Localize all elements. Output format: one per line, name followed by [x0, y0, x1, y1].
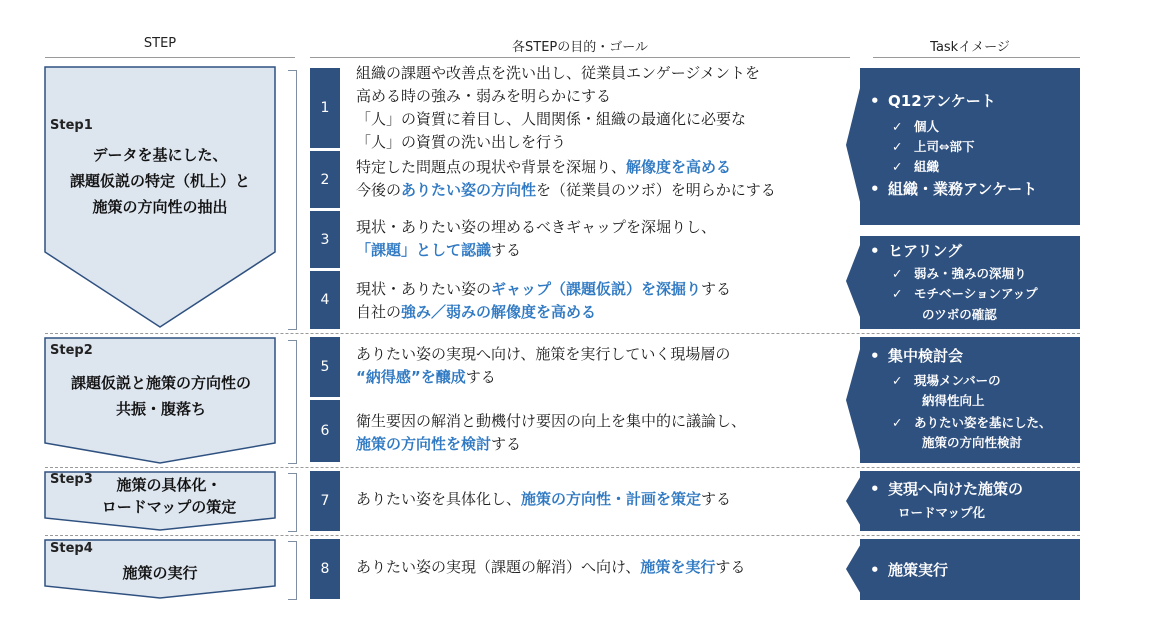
goal-segment: 衛生要因の解消と動機付け要因の向上を集中的に議論し、 [356, 412, 747, 430]
goal-segment: 今後の [356, 181, 402, 199]
task-subitem [892, 157, 939, 175]
goal-line [356, 366, 730, 389]
separator-step3-step4 [45, 535, 1080, 536]
goal-segment: 「人」の資質に着目し、人間関係・組織の最適化に必要な [356, 110, 747, 128]
goal-highlight: ありたい姿の方向性 [401, 181, 537, 199]
goal-text [356, 410, 746, 456]
goal-line [356, 488, 731, 511]
goal-segment: を（従業員のツボ）を明らかにする [536, 181, 776, 199]
goal-segment: ありたい姿を具体化し、 [356, 490, 522, 508]
step3-title [64, 474, 274, 518]
goal-text [356, 556, 745, 579]
step1-title-line: 課題仮説の特定（机上）と [69, 172, 250, 190]
task-item-label: 個人 [914, 119, 940, 134]
goal-segment: 現状・ありたい姿の [356, 280, 492, 298]
task-subitem [922, 305, 997, 323]
goal-line [356, 156, 776, 179]
task-item-label: 組織 [914, 159, 940, 174]
goal-highlight: 強み／弱みの解像度を高める [401, 303, 597, 321]
goal-line [356, 62, 760, 85]
task-subitem [898, 503, 985, 521]
step4-bracket [288, 541, 297, 600]
goal-segment: する [491, 241, 522, 259]
task-subitem [922, 391, 985, 409]
task-item [870, 240, 962, 261]
task-subitem [892, 284, 1038, 302]
goal-segment: 組織の課題や改善点を洗い出し、従業員エンゲージメントを [356, 64, 760, 82]
check-icon: ✓ [892, 415, 903, 430]
task-subitem [892, 371, 1001, 389]
check-icon: ✓ [892, 286, 903, 301]
goal-highlight: “納得感”を醸成 [356, 368, 466, 386]
step2-bracket [288, 340, 297, 464]
goal-segment: ありたい姿の実現へ向け、施策を実行していく現場層の [356, 345, 731, 363]
separator-step2-step3 [45, 467, 1080, 468]
check-icon: ✓ [892, 266, 903, 281]
bullet-icon: • [870, 242, 880, 260]
step3-title-line: ロードマップの策定 [101, 498, 237, 516]
task-item-label: 実現へ向けた施策の [888, 480, 1024, 498]
goal-number: 6 [310, 400, 340, 462]
header-goal-rule [310, 57, 850, 58]
bullet-icon: • [870, 92, 880, 110]
bullet-icon: • [870, 561, 880, 579]
goal-number: 2 [310, 151, 340, 208]
goal-line [356, 239, 716, 262]
goal-highlight: 施策の方向性・計画を策定 [521, 490, 702, 508]
goal-segment: する [465, 368, 496, 386]
task-item-label: 上司⇔部下 [914, 139, 975, 154]
task-item [870, 559, 948, 580]
goal-number: 1 [310, 68, 340, 148]
goal-text [356, 343, 730, 389]
separator-step1-step2 [45, 333, 1080, 334]
task-subitem [922, 433, 1022, 451]
goal-segment: する [701, 280, 732, 298]
goal-segment: する [491, 435, 522, 453]
step1-bracket [288, 70, 297, 330]
step3-bracket [288, 473, 297, 532]
step4-title [50, 560, 270, 586]
task-item-label: 集中検討会 [888, 347, 964, 365]
task-item-label: ロードマップ化 [898, 505, 986, 520]
task-box-1 [860, 68, 1080, 225]
task-box-3 [860, 337, 1080, 463]
goal-line [356, 85, 760, 108]
header-step-rule [45, 57, 295, 58]
task-item-label: ヒアリング [888, 242, 963, 260]
goal-segment: 現状・ありたい姿の埋めるべきギャップを深堀りし、 [356, 218, 717, 236]
task-item-label: 納得性向上 [922, 393, 985, 408]
task-item-label: モチベーションアップ [914, 286, 1038, 301]
task-item-label: 組織・業務アンケート [888, 180, 1038, 198]
task-item [870, 345, 963, 366]
task-box-5 [860, 539, 1080, 600]
task-item [870, 178, 1037, 199]
header-goal: 各STEPの目的・ゴール [512, 40, 648, 55]
goal-number: 3 [310, 211, 340, 268]
goal-segment: 特定した問題点の現状や背景を深堀り、 [356, 158, 627, 176]
goal-highlight: 「課題」として認識 [356, 241, 492, 259]
step1-title [50, 142, 270, 220]
goal-segment: する [701, 490, 732, 508]
goal-line [356, 278, 731, 301]
goal-number: 7 [310, 471, 340, 531]
step1-title-line: 施策の方向性の抽出 [92, 198, 228, 216]
goal-line [356, 131, 760, 154]
goal-number: 8 [310, 539, 340, 599]
step4-title-line: 施策の実行 [122, 564, 198, 582]
goal-text [356, 62, 760, 154]
task-item-label: 弱み・強みの深堀り [914, 266, 1027, 281]
task-item-label: 施策の方向性検討 [922, 435, 1023, 450]
goal-segment: 高める時の強み・弱みを明らかにする [356, 87, 612, 105]
task-subitem [892, 137, 974, 155]
step1-title-line: データを基にした、 [92, 146, 228, 164]
check-icon: ✓ [892, 119, 903, 134]
goal-highlight: ギャップ（課題仮説）を深掘り [491, 280, 702, 298]
goal-text [356, 216, 716, 262]
check-icon: ✓ [892, 139, 903, 154]
header-task-rule [873, 57, 1080, 58]
task-subitem [892, 413, 1052, 431]
goal-line [356, 433, 746, 456]
goal-line [356, 301, 731, 324]
goal-line [356, 556, 745, 579]
check-icon: ✓ [892, 159, 903, 174]
header-task: Taskイメージ [930, 40, 1010, 55]
goal-line [356, 343, 730, 366]
task-item-label: 現場メンバーの [914, 373, 1001, 388]
task-item [870, 90, 996, 111]
goal-segment: 自社の [356, 303, 402, 321]
goal-line [356, 108, 760, 131]
goal-segment: ありたい姿の実現（課題の解消）へ向け、 [356, 558, 641, 576]
goal-line [356, 179, 776, 202]
goal-line [356, 410, 746, 433]
task-box-4 [860, 471, 1080, 531]
step2-label: Step2 [50, 343, 93, 358]
step1-label: Step1 [50, 118, 93, 133]
task-box-2 [860, 236, 1080, 329]
goal-number: 5 [310, 337, 340, 397]
task-item-label: 施策実行 [888, 561, 949, 579]
step3-title-line: 施策の具体化・ [116, 476, 222, 494]
task-item-label: のツボの確認 [922, 307, 997, 322]
bullet-icon: • [870, 480, 880, 498]
task-item [870, 478, 1023, 499]
step2-title [48, 370, 274, 422]
step3-label: Step3 [50, 472, 93, 487]
bullet-icon: • [870, 180, 880, 198]
goal-text [356, 488, 731, 511]
goal-highlight: 施策の方向性を検討 [356, 435, 492, 453]
bullet-icon: • [870, 347, 880, 365]
task-item-label: ありたい姿を基にした、 [914, 415, 1052, 430]
goal-line [356, 216, 716, 239]
goal-text [356, 278, 731, 324]
step2-title-line: 課題仮説と施策の方向性の [70, 374, 251, 392]
check-icon: ✓ [892, 373, 903, 388]
task-item-label: Q12アンケート [888, 92, 996, 110]
goal-segment: 「人」の資質の洗い出しを行う [356, 133, 567, 151]
goal-text [356, 156, 776, 202]
task-subitem [892, 264, 1027, 282]
goal-segment: する [715, 558, 746, 576]
goal-highlight: 施策を実行 [640, 558, 716, 576]
goal-highlight: 解像度を高める [626, 158, 732, 176]
goal-number: 4 [310, 271, 340, 329]
header-step: STEP [143, 36, 177, 51]
step4-label: Step4 [50, 541, 93, 556]
step2-title-line: 共振・腹落ち [115, 400, 206, 418]
task-subitem [892, 117, 939, 135]
